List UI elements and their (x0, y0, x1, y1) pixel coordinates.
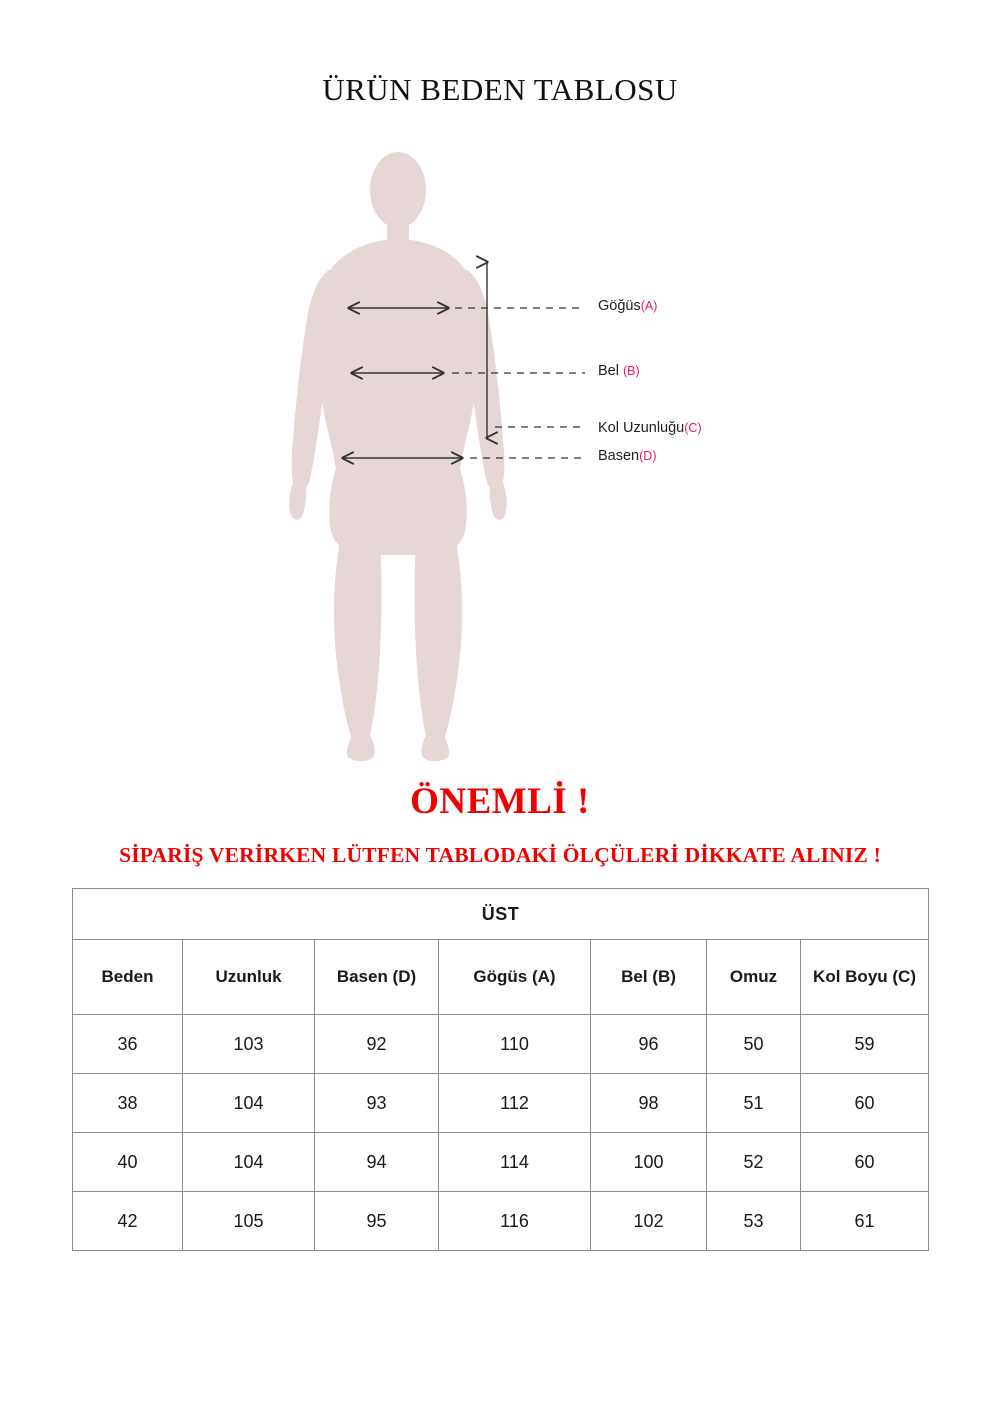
cell-gogus: 112 (439, 1074, 591, 1133)
table-row (73, 1133, 929, 1192)
label-kol-text: Kol Uzunluğu (598, 420, 685, 436)
cell-kol-boyu: 61 (801, 1192, 929, 1251)
cell-basen: 93 (315, 1074, 439, 1133)
size-figure (0, 135, 1000, 765)
cell-basen: 92 (315, 1015, 439, 1074)
table-header-row (73, 940, 929, 1015)
cell-beden: 38 (73, 1074, 183, 1133)
label-kol-code: (C) (684, 421, 702, 435)
label-kol-uzunlugu (598, 420, 702, 436)
cell-omuz: 53 (707, 1192, 801, 1251)
cell-omuz: 52 (707, 1133, 801, 1192)
cell-uzunluk: 105 (183, 1192, 315, 1251)
label-bel-code: (B) (623, 364, 640, 378)
cell-gogus: 114 (439, 1133, 591, 1192)
cell-omuz: 51 (707, 1074, 801, 1133)
female-silhouette-icon (289, 152, 506, 761)
label-gogus-text: Göğüs (598, 298, 641, 314)
cell-kol-boyu: 59 (801, 1015, 929, 1074)
header-gogus: Gögüs (A) (439, 940, 591, 1015)
cell-uzunluk: 103 (183, 1015, 315, 1074)
label-basen-code: (D) (639, 449, 657, 463)
label-basen (598, 448, 656, 464)
header-uzunluk: Uzunluk (183, 940, 315, 1015)
cell-kol-boyu: 60 (801, 1133, 929, 1192)
body-silhouette-diagram (0, 135, 1000, 765)
table-row (73, 1192, 929, 1251)
header-omuz: Omuz (707, 940, 801, 1015)
cell-beden: 42 (73, 1192, 183, 1251)
cell-bel: 98 (591, 1074, 707, 1133)
header-beden: Beden (73, 940, 183, 1015)
cell-omuz: 50 (707, 1015, 801, 1074)
header-bel: Bel (B) (591, 940, 707, 1015)
label-bel-text: Bel (598, 363, 623, 379)
important-warning-subtitle: SİPARİŞ VERİRKEN LÜTFEN TABLODAKİ ÖLÇÜLERİ DİKKATE ALINIZ ! (119, 843, 881, 867)
cell-gogus: 110 (439, 1015, 591, 1074)
cell-uzunluk: 104 (183, 1133, 315, 1192)
cell-gogus: 116 (439, 1192, 591, 1251)
label-basen-text: Basen (598, 448, 640, 464)
important-warning-title: ÖNEMLİ ! (410, 781, 590, 822)
header-kol-boyu: Kol Boyu (C) (801, 940, 929, 1015)
cell-bel: 100 (591, 1133, 707, 1192)
cell-beden: 36 (73, 1015, 183, 1074)
table-row (73, 1015, 929, 1074)
cell-bel: 102 (591, 1192, 707, 1251)
cell-beden: 40 (73, 1133, 183, 1192)
header-basen: Basen (D) (315, 940, 439, 1015)
cell-kol-boyu: 60 (801, 1074, 929, 1133)
cell-uzunluk: 104 (183, 1074, 315, 1133)
cell-basen: 95 (315, 1192, 439, 1251)
table-caption: ÜST (73, 889, 929, 940)
table-row (73, 1074, 929, 1133)
cell-bel: 96 (591, 1015, 707, 1074)
table-caption-row (73, 889, 929, 940)
label-gogus-code: (A) (640, 299, 658, 313)
page-title: ÜRÜN BEDEN TABLOSU (322, 72, 678, 107)
cell-basen: 94 (315, 1133, 439, 1192)
label-bel (598, 363, 640, 379)
size-table (72, 888, 929, 1251)
label-gogus (598, 298, 657, 314)
